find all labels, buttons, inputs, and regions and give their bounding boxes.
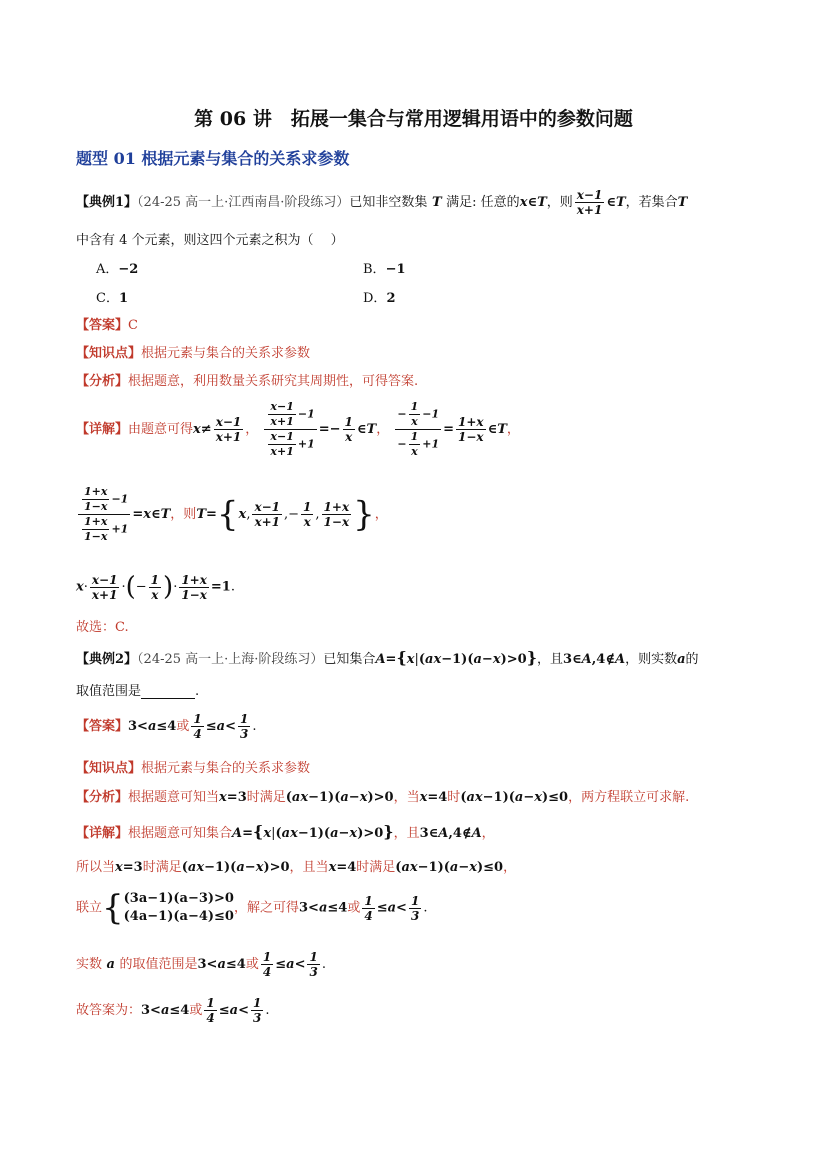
page-title: 第 06 讲 拓展一集合与常用逻辑用语中的参数问题 [194,108,633,130]
fraction: $\frac{x-1}{x+1}$ [576,188,603,217]
example1-answer: 【答案】C [76,318,138,333]
example2-knowledge-point: 【知识点】根据元素与集合的关系求参数 [76,761,311,776]
option-c: C．1 [96,291,128,306]
example1-detail-line3: x· $\frac{x-1}{x+1}$ ·(− $\frac{1}{x}$ )· $\frac{1+x}{1-x}$ =1. [76,572,235,602]
example2-detail-line2: 所以当x=3时满足(ax−1)(a−x)>0，且当x=4时满足(ax−1)(a−x)≤0， [76,860,517,875]
example1-text: ，则 [546,195,573,210]
example1-detail-line2: $\frac{1+x}{1-x}$ −1 $\frac{1+x}{1-x}$ +1 =x∈T，则T={x, $\frac{x-1}{x+1}$ ,− $\frac{1}{x}$ , $\frac{1+x}{1-x}$ }， [76,485,388,544]
example2-answer: 【答案】3<a≤4或 $\frac{1}{4}$ ≤a< $\frac{1}{3}$ . [76,712,257,741]
example1-stem-line1: 【典例1】（24-25 高一上·江西南昌·阶段练习）已知非空数集 T 满足: 任意的x∈T，则 $\frac{x-1}{x+1}$ ∈T，若集合T [76,188,688,217]
example2-stem-line1: 【典例2】（24-25 高一上·上海·阶段练习）已知集合A={x|(ax−1)(a−x)>0}，且3∈A,4∉A，则实数a的 [76,648,699,667]
example1-text: ，若集合 [625,195,678,210]
example1-conclusion: 故选：C. [76,620,129,635]
example2-detail-line1: 【详解】根据题意可知集合A={x|(ax−1)(a−x)>0}，且3∈A,4∉A， [76,822,495,841]
example2-analysis: 【分析】根据题意可知当x=3时满足(ax−1)(a−x)>0，当x=4时(ax−1)(a−x)≤0，两方程联立可求解. [76,790,690,805]
example1-stem-line2: 中含有 4 个元素，则这四个元素之积为（ ） [76,233,344,248]
answer-blank [141,686,195,699]
example2-final-answer: 故答案为：3<a≤4或 $\frac{1}{4}$ ≤a< $\frac{1}{3}$ . [76,996,270,1025]
example1-analysis: 【分析】根据题意，利用数量关系研究其周期性，可得答案. [76,374,419,389]
example2-detail-line3: 联立 { (3a−1)(a−3)>0 (4a−1)(a−4)≤0 ，解之可得3<a≤4或 $\frac{1}{4}$ ≤a< $\frac{1}{3}$ . [76,888,428,928]
example1-text: 满足: 任意的 [446,195,520,210]
option-d: D．2 [363,291,396,306]
option-a: A．−2 [96,262,139,277]
example2-detail-line4: 实数 a 的取值范围是3<a≤4或 $\frac{1}{4}$ ≤a< $\frac{1}{3}$ . [76,950,326,979]
example1-source: （24-25 高一上·江西南昌·阶段练习） [137,195,350,210]
option-b: B．−1 [363,262,406,277]
example2-stem-line2: 取值范围是 . [76,684,200,699]
example1-knowledge-point: 【知识点】根据元素与集合的关系求参数 [76,346,311,361]
example1-detail-line1: 【详解】由题意可得x≠ $\frac{x-1}{x+1}$ ， $\frac{x-1}{x+1}$ −1 $\frac{x-1}{x+1}$ +1 =− $\frac{1}{x}$ ∈T， − $\frac{1}{x}$ −1 − $\frac{1}{x}$ +1 = $\frac{1+x}{1-x}$ ∈T， [76,400,520,458]
example1-text: 已知非空数集 [349,195,428,210]
section-heading: 题型 01 根据元素与集合的关系求参数 [76,149,350,168]
example1-tag: 【典例1】 [76,195,138,210]
